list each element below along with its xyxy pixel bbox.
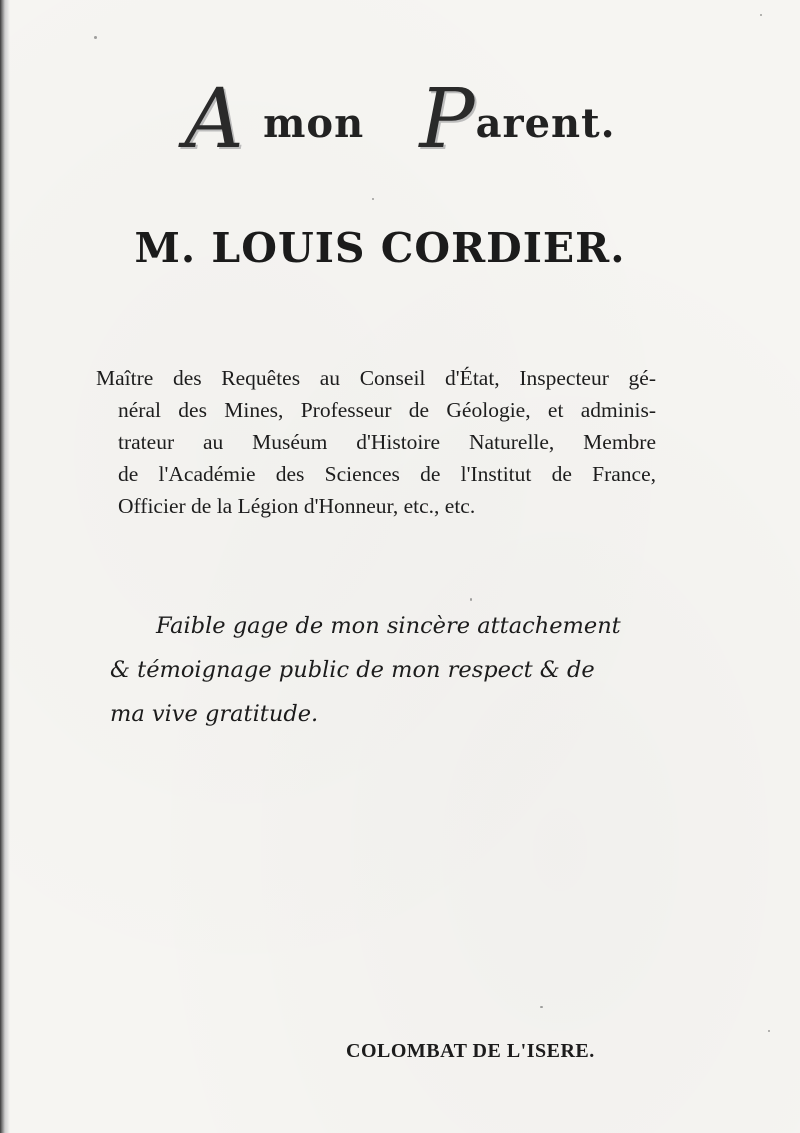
inscription-line: ma vive gratitude.	[110, 701, 319, 727]
dedication-heading	[0, 72, 800, 167]
dedication-initial-a: A	[184, 72, 245, 167]
titles-line: néral des Mines, Professeur de Géologie, et adminis-	[118, 398, 656, 422]
paper-speck	[760, 14, 762, 16]
recipient-titles	[96, 362, 656, 522]
titles-line: de l'Académie des Sciences de l'Institut de France,	[118, 462, 656, 486]
dedication-initial-p: P	[419, 72, 476, 167]
titles-line: Maître des Requêtes au Conseil d'État, Inspecteur gé-	[96, 366, 656, 390]
paper-speck	[372, 198, 374, 200]
titles-line: trateur au Muséum d'Histoire Naturelle, Membre	[118, 430, 656, 454]
titles-line: Officier de la Légion d'Honneur, etc., etc.	[118, 494, 476, 518]
inscription-line: Faible gage de mon sincère attachement	[156, 613, 621, 639]
paper-speck	[768, 1030, 770, 1032]
paper-speck	[94, 36, 97, 39]
binding-shadow	[0, 0, 10, 1133]
author-signature: COLOMBAT DE L'ISERE.	[346, 1040, 595, 1062]
dedication-word-arent: arent.	[475, 100, 616, 147]
paper-speck	[540, 1006, 543, 1008]
inscription-line: & témoignage public de mon respect & de	[110, 657, 595, 683]
paper-speck	[470, 598, 472, 601]
dedication-word-mon: mon	[263, 100, 365, 147]
inscription	[96, 604, 656, 736]
recipient-name: M. LOUIS CORDIER.	[134, 224, 626, 272]
